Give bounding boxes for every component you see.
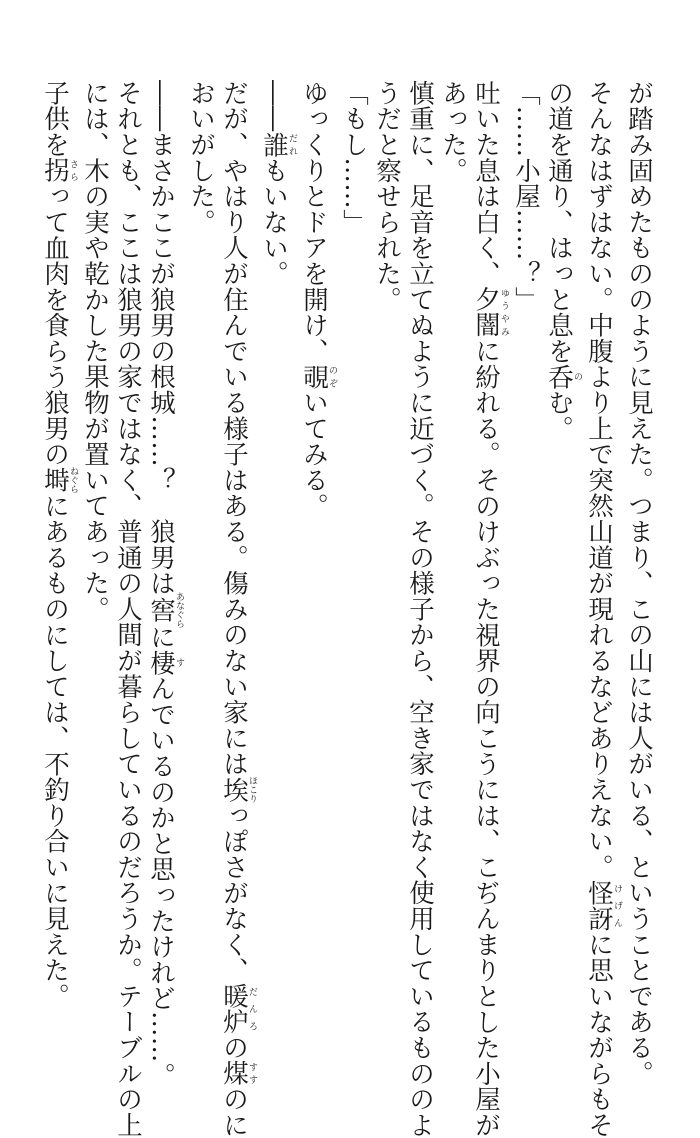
text-line-2: そんなはずはない。中腹より上で突然山道が現れるなどありえない。怪訝けげんに思いながらもそ bbox=[584, 80, 622, 1138]
text-line-3: の道を通り、はっと息を呑のむ。 bbox=[544, 80, 582, 442]
text-line-16: には、木の実や乾かした果物が置いてあった。 bbox=[80, 80, 110, 622]
text-line-1: が踏み固めたもののように見えた。つまり、この山には人がいる、ということである。 bbox=[624, 80, 654, 1087]
text-line-4: 「……小屋……？」 bbox=[511, 80, 541, 313]
text-line-12: だが、やはり人が住んでいる様子はある。傷みのない家には埃ほこりっぽさがなく、暖炉だんろの煤すすのに bbox=[219, 80, 257, 1138]
text-line-13: おいがした。 bbox=[186, 80, 216, 235]
text-line-10: ゆっくりとドアを開け、覗のぞいてみる。 bbox=[299, 80, 337, 519]
text-line-15: それとも、ここは狼男の家ではなく、普通の人間が暮らしているのだろうか。テーブルの上 bbox=[113, 80, 143, 1138]
text-line-17: 子供を拐さらって血肉を食らう狼男の塒ねぐらにあるものにしては、不釣り合いに見えた。 bbox=[40, 80, 78, 1009]
text-line-11: ――誰だれもいない。 bbox=[259, 80, 297, 287]
text-line-6: あった。 bbox=[438, 80, 468, 184]
vertical-text-body bbox=[35, 80, 655, 1138]
text-line-8: うだと察せられた。 bbox=[372, 80, 402, 313]
text-line-9: 「もし……」 bbox=[339, 80, 369, 235]
text-line-7: 慎重に、足音を立てぬように近づく。その様子から、空き家ではなく使用しているもののよ bbox=[405, 80, 435, 1138]
text-line-14: ――まさかここが狼男の根城……？ 狼男は窖あなぐらに棲すんでいるのかと思ったけれど……。 bbox=[146, 80, 184, 1089]
text-line-5: 吐いた息は白く、夕闇ゆうやみに紛れる。そのけぶった視界の向こうには、こぢんまりとした小屋が bbox=[471, 80, 509, 1138]
